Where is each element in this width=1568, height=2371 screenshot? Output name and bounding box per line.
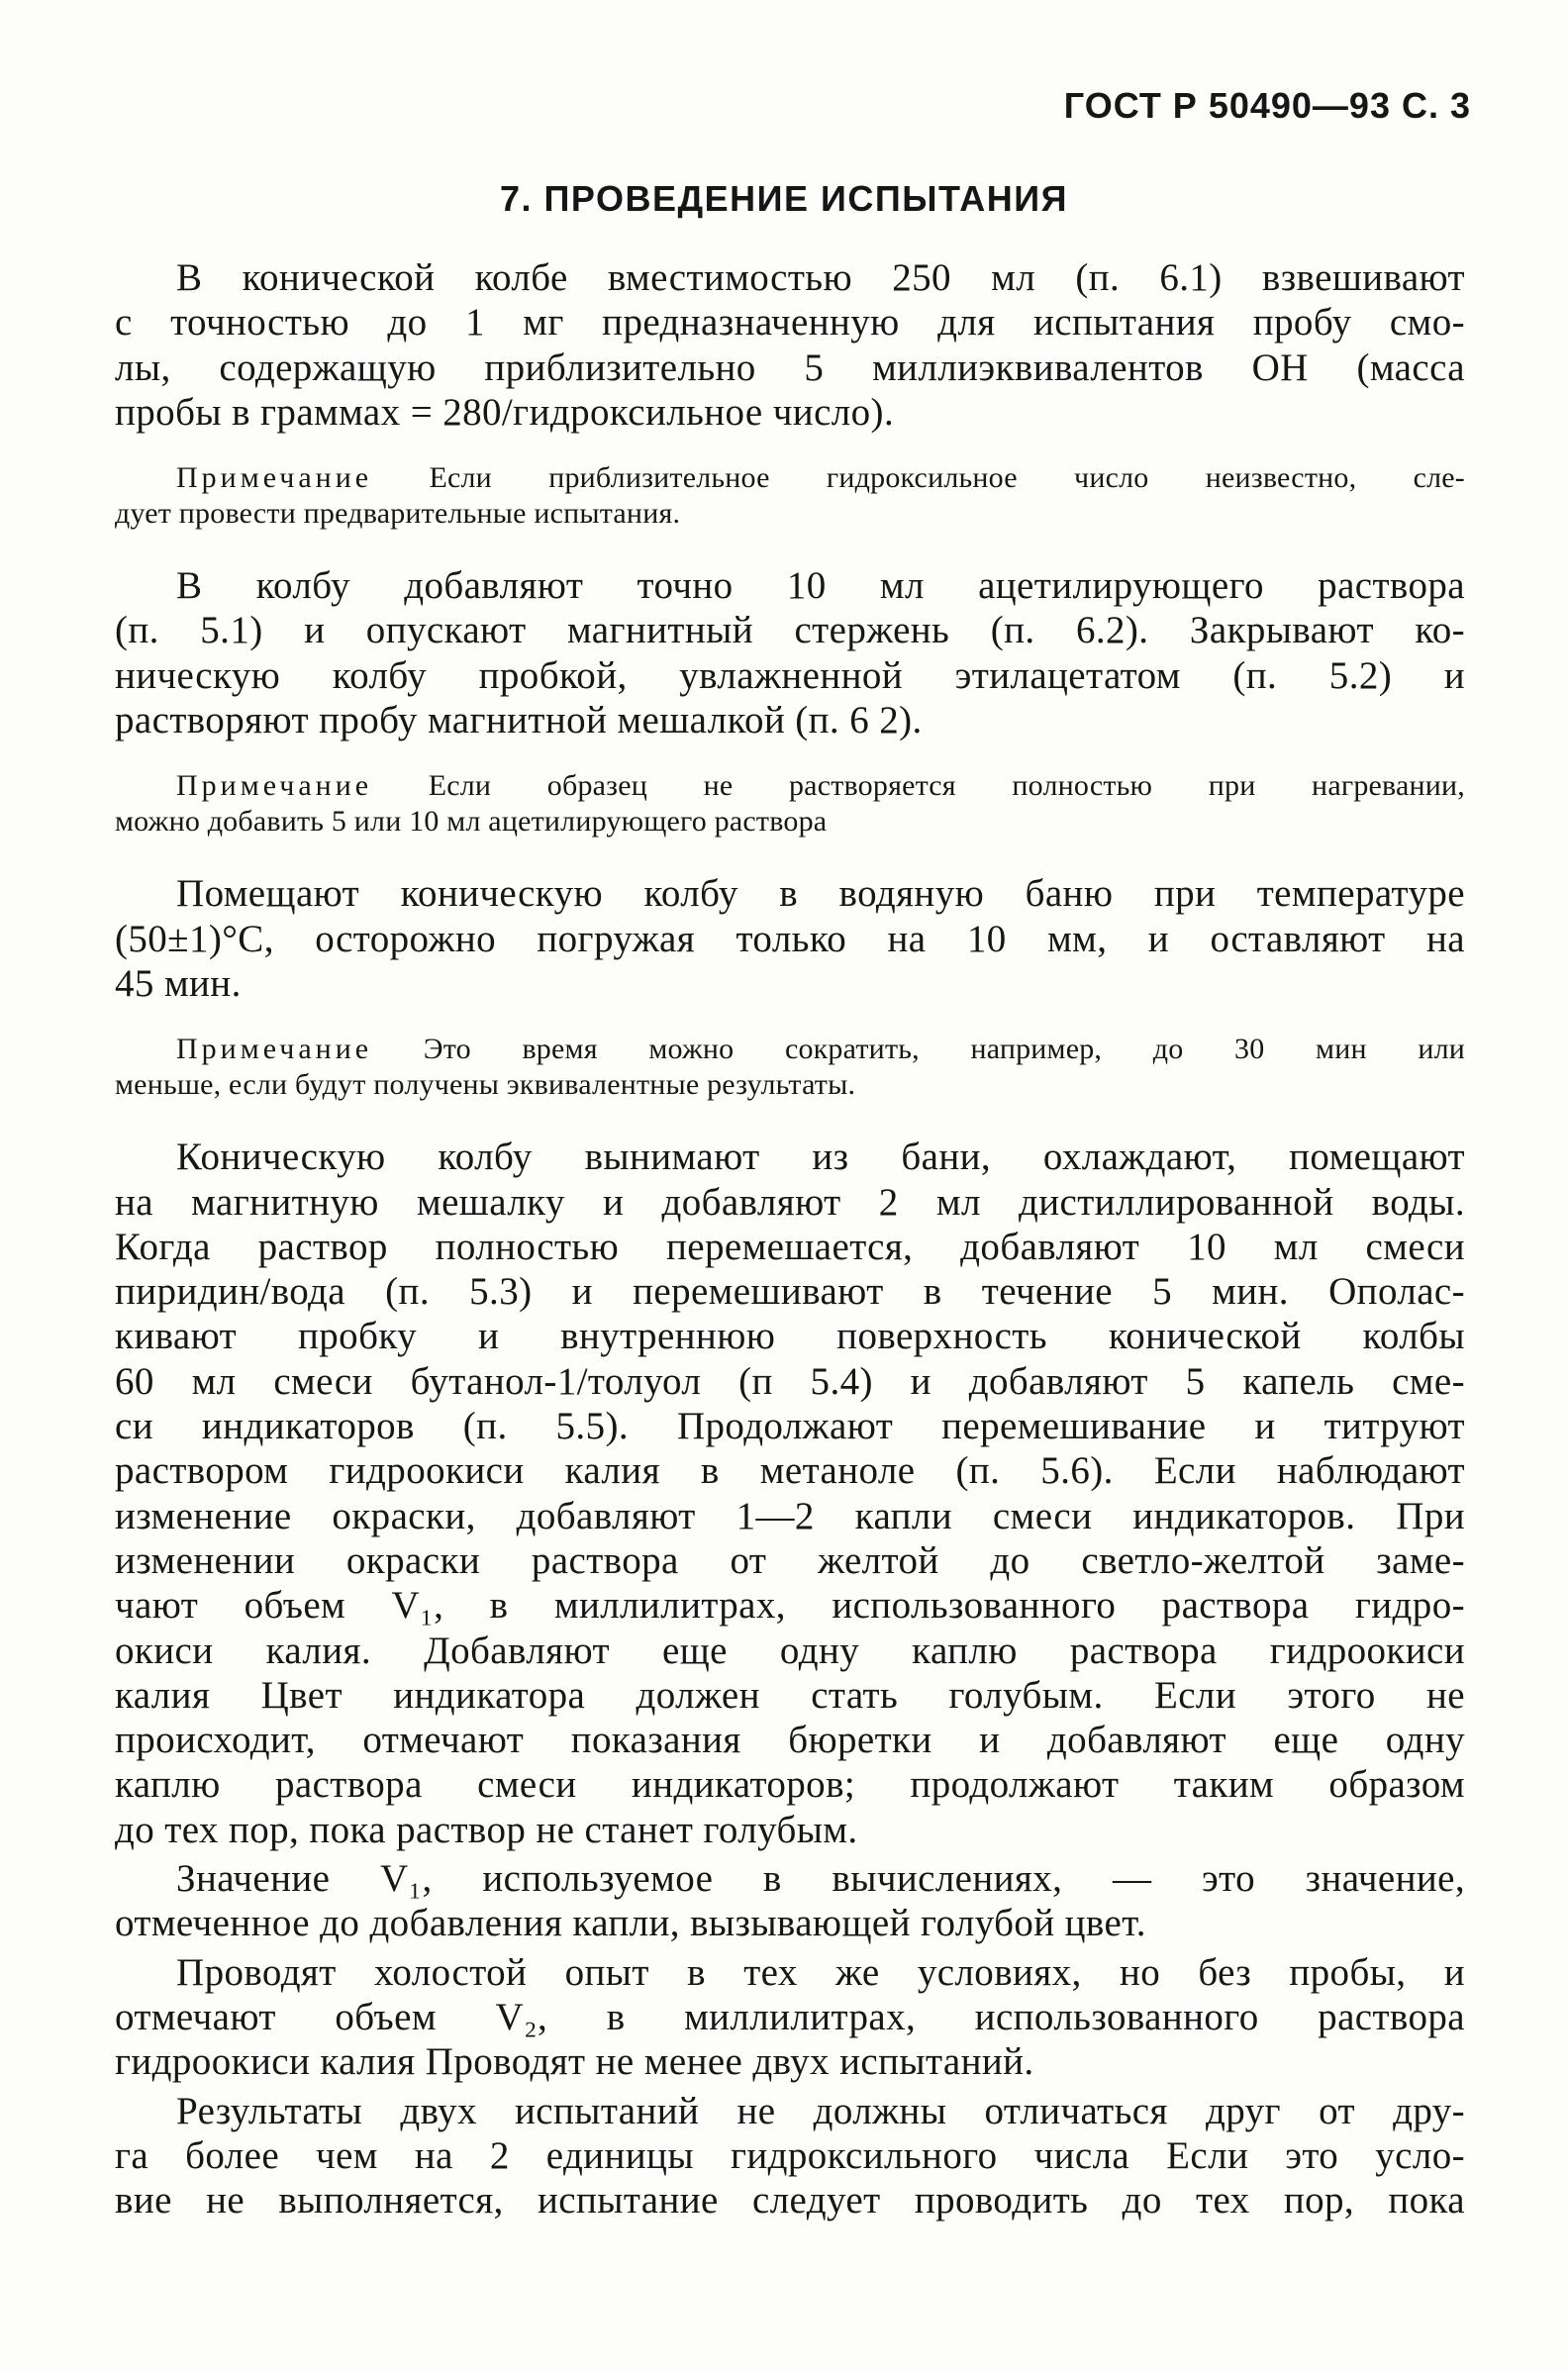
paragraph-line: Значение V₁, используемое в вычислениях, — это значение, (176, 1857, 1465, 1901)
paragraph-line: кивают пробку и внутреннюю поверхность конической колбы (115, 1315, 1465, 1358)
paragraph-line: вие не выполняется, испытание следует проводить до тех пор, пока (115, 2179, 1465, 2223)
note-label: Примечание (176, 1033, 373, 1066)
paragraph-line: окиси калия. Добавляют еще одну каплю раствора гидроокиси (115, 1629, 1465, 1672)
paragraph-line: ническую колбу пробкой, увлажненной этилацетатом (п. 5.2) и (115, 653, 1465, 697)
paragraph-line: Проводят холостой опыт в тех же условиях, но без пробы, и (176, 1950, 1465, 1994)
paragraph-results-agreement (115, 2089, 1465, 2223)
paragraph-line: лы, содержащую приблизительно 5 миллиэквивалентов ОН (масса (115, 346, 1465, 389)
paragraph-line: 45 мин. (115, 961, 242, 1005)
note-line: можно добавить 5 или 10 мл ацетилирующего раствора (115, 805, 828, 839)
paragraph-line: растворяют пробу магнитной мешалкой (п. 6 2). (115, 699, 923, 742)
note-line (115, 460, 1465, 496)
paragraph-line: раствором гидроокиси калия в метаноле (п. 5.6). Если наблюдают (115, 1449, 1465, 1493)
paragraph-line: каплю раствора смеси индикаторов; продолжают таким образом (115, 1763, 1465, 1807)
note-line: меньше, если будут получены эквивалентные результаты. (115, 1068, 856, 1102)
note-text: Если образец не растворяется полностью при нагревании, (428, 769, 1465, 803)
note-label: Примечание (176, 461, 373, 495)
paragraph-line: пробы в граммах = 280/гидроксильное число). (115, 390, 895, 434)
paragraph-line: гидроокиси калия Проводят не менее двух испытаний. (115, 2040, 1034, 2084)
note-line (115, 768, 1465, 804)
paragraph-acetylating-solution (115, 563, 1465, 742)
paragraph-line: В конической колбе вместимостью 250 мл (п. 6.1) взвешивают (176, 256, 1465, 299)
paragraph-line: чают объем V₁, в миллилитрах, использованного раствора гидро- (115, 1584, 1465, 1628)
note-text: Если приблизительное гидроксильное число неизвестно, сле- (429, 461, 1465, 495)
paragraph-water-bath (115, 871, 1465, 1006)
paragraph-line: пиридин/вода (п. 5.3) и перемешивают в течение 5 мин. Ополас- (115, 1270, 1465, 1314)
paragraph-line: га более чем на 2 единицы гидроксильного числа Если это усло- (115, 2133, 1465, 2177)
paragraph-line: изменении окраски раствора от желтой до светло-желтой заме- (115, 1538, 1465, 1582)
paragraph-line: Результаты двух испытаний не должны отличаться друг от дру- (176, 2089, 1465, 2132)
paragraph-line: на магнитную мешалку и добавляют 2 мл дистиллированной воды. (115, 1180, 1465, 1224)
paragraph-sample-weighing (115, 255, 1465, 435)
paragraph-line: с точностью до 1 мг предназначенную для испытания пробу смо- (115, 301, 1465, 345)
note-text: Это время можно сократить, например, до 30 мин или (423, 1033, 1465, 1066)
note-line: дует провести предварительные испытания. (115, 497, 681, 531)
note-time-reduction (115, 1032, 1465, 1103)
section-title: 7. ПРОВЕДЕНИЕ ИСПЫТАНИЯ (500, 178, 1068, 219)
paragraph-line: до тех пор, пока раствор не станет голубым. (115, 1808, 858, 1851)
note-line (115, 1032, 1465, 1067)
paragraph-line: отмечают объем V₂, в миллилитрах, использованного раствора (115, 1995, 1465, 2038)
body-text (115, 255, 1465, 2223)
paragraph-line: си индикаторов (п. 5.5). Продолжают перемешивание и титруют (115, 1405, 1465, 1448)
paragraph-line: (п. 5.1) и опускают магнитный стержень (п. 6.2). Закрывают ко- (115, 609, 1465, 652)
paragraph-line: происходит, отмечают показания бюретки и добавляют еще одну (115, 1719, 1465, 1762)
paragraph-line: В колбу добавляют точно 10 мл ацетилирующего раствора (176, 564, 1465, 608)
note-hydroxyl-unknown (115, 460, 1465, 532)
paragraph-line: Помещают коническую колбу в водяную баню при температуре (176, 872, 1465, 916)
note-label: Примечание (176, 769, 373, 803)
paragraph-line: Когда раствор полностью перемешается, добавляют 10 мл смеси (115, 1225, 1465, 1268)
paragraph-line: калия Цвет индикатора должен стать голубым. Если этого не (115, 1673, 1465, 1717)
running-header: ГОСТ Р 50490—93 С. 3 (1063, 85, 1471, 126)
paragraph-line: 60 мл смеси бутанол-1/толуол (п 5.4) и добавляют 5 капель сме- (115, 1359, 1465, 1403)
paragraph-blank-test (115, 1950, 1465, 2085)
paragraph-line: изменение окраски, добавляют 1—2 капли смеси индикаторов. При (115, 1494, 1465, 1537)
paragraph-line: Коническую колбу вынимают из бани, охлаждают, помещают (176, 1136, 1465, 1179)
paragraph-line: (50±1)°С, осторожно погружая только на 10 мм, и оставляют на (115, 917, 1465, 960)
note-sample-dissolving (115, 768, 1465, 840)
paragraph-titration (115, 1135, 1465, 1852)
paragraph-line: отмеченное до добавления капли, вызывающей голубой цвет. (115, 1902, 1146, 1945)
paragraph-v1-value (115, 1856, 1465, 1946)
